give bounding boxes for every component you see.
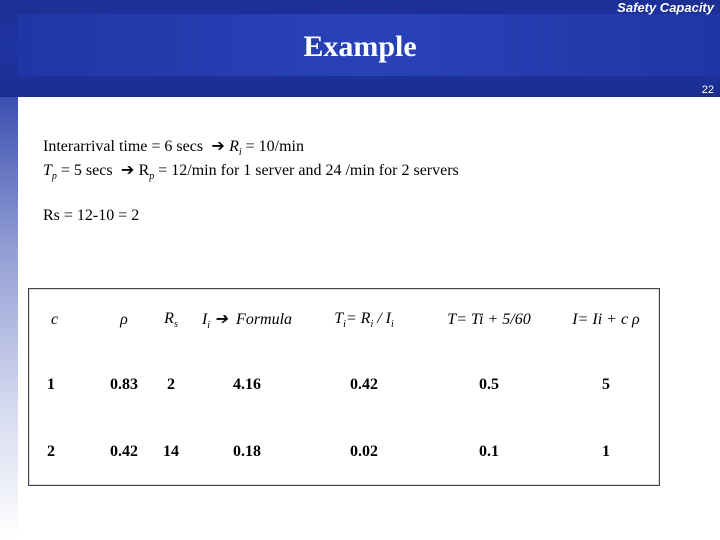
tp-value: = 5 secs bbox=[56, 162, 117, 179]
arrow-right-icon: ➔ bbox=[120, 162, 135, 179]
table-row bbox=[29, 351, 659, 418]
cell-t: 0.1 bbox=[479, 442, 499, 460]
col-header-ti bbox=[303, 289, 425, 351]
ii-sub: i bbox=[207, 320, 211, 332]
cell-rho: 0.42 bbox=[110, 442, 138, 460]
col-header-t: T= Ti + 5/60 bbox=[447, 311, 531, 328]
rp-value: = 12/min for 1 server and 24 /min for 2 servers bbox=[154, 162, 459, 179]
cell-rs: 14 bbox=[163, 442, 179, 460]
arrow-right-icon: ➔ bbox=[211, 138, 225, 155]
cell-i: 5 bbox=[602, 375, 610, 393]
slide-title: Example bbox=[303, 30, 417, 63]
col-header-formula bbox=[191, 289, 303, 351]
ri-var: R bbox=[229, 138, 239, 155]
ii-var: I bbox=[201, 310, 208, 328]
cell-ti: 0.42 bbox=[350, 375, 378, 393]
cell-ti: 0.02 bbox=[350, 442, 378, 460]
rp-sub: p bbox=[149, 171, 155, 183]
cell-ii: 0.18 bbox=[233, 442, 261, 460]
cell-c: 2 bbox=[47, 442, 55, 460]
interarrival-line bbox=[43, 136, 304, 158]
col-header-rho: ρ bbox=[120, 311, 128, 328]
cell-ii: 4.16 bbox=[233, 375, 261, 393]
ti-rsub: i bbox=[370, 319, 374, 331]
rs-line: Rs = 12-10 = 2 bbox=[43, 207, 140, 224]
tp-var: T bbox=[43, 162, 52, 179]
arrow-right-icon: ➔ bbox=[214, 310, 228, 328]
ti-var: T bbox=[334, 309, 344, 327]
col-header-c: c bbox=[51, 311, 59, 328]
rp-var: R bbox=[138, 162, 150, 179]
rs-sub: s bbox=[173, 319, 178, 331]
cell-rho: 0.83 bbox=[110, 375, 138, 393]
ti-eq: = R bbox=[345, 309, 371, 327]
table-header-row bbox=[29, 289, 659, 351]
ri-value: = 10/min bbox=[241, 138, 304, 155]
cell-i: 1 bbox=[602, 442, 610, 460]
ti-div: / I bbox=[373, 309, 392, 327]
col-header-rs bbox=[151, 289, 191, 351]
cell-t: 0.5 bbox=[479, 375, 499, 393]
ti-sub: i bbox=[343, 319, 346, 331]
col-header-i: I= Ii + c ρ bbox=[572, 311, 640, 328]
process-time-line bbox=[43, 160, 459, 182]
formula-label: Formula bbox=[232, 310, 293, 328]
ti-isub: i bbox=[391, 319, 394, 331]
cell-rs: 2 bbox=[167, 375, 175, 393]
interarrival-text: Interarrival time = 6 secs bbox=[43, 138, 208, 155]
rs-var: R bbox=[164, 309, 174, 327]
slide-header bbox=[0, 0, 720, 97]
ri-sub: i bbox=[238, 147, 242, 159]
slide-number: 22 bbox=[701, 84, 714, 96]
tp-sub: p bbox=[51, 171, 57, 183]
table-row bbox=[29, 418, 659, 485]
results-table bbox=[28, 288, 660, 486]
topic-label: Safety Capacity bbox=[617, 0, 714, 15]
cell-c: 1 bbox=[47, 375, 55, 393]
